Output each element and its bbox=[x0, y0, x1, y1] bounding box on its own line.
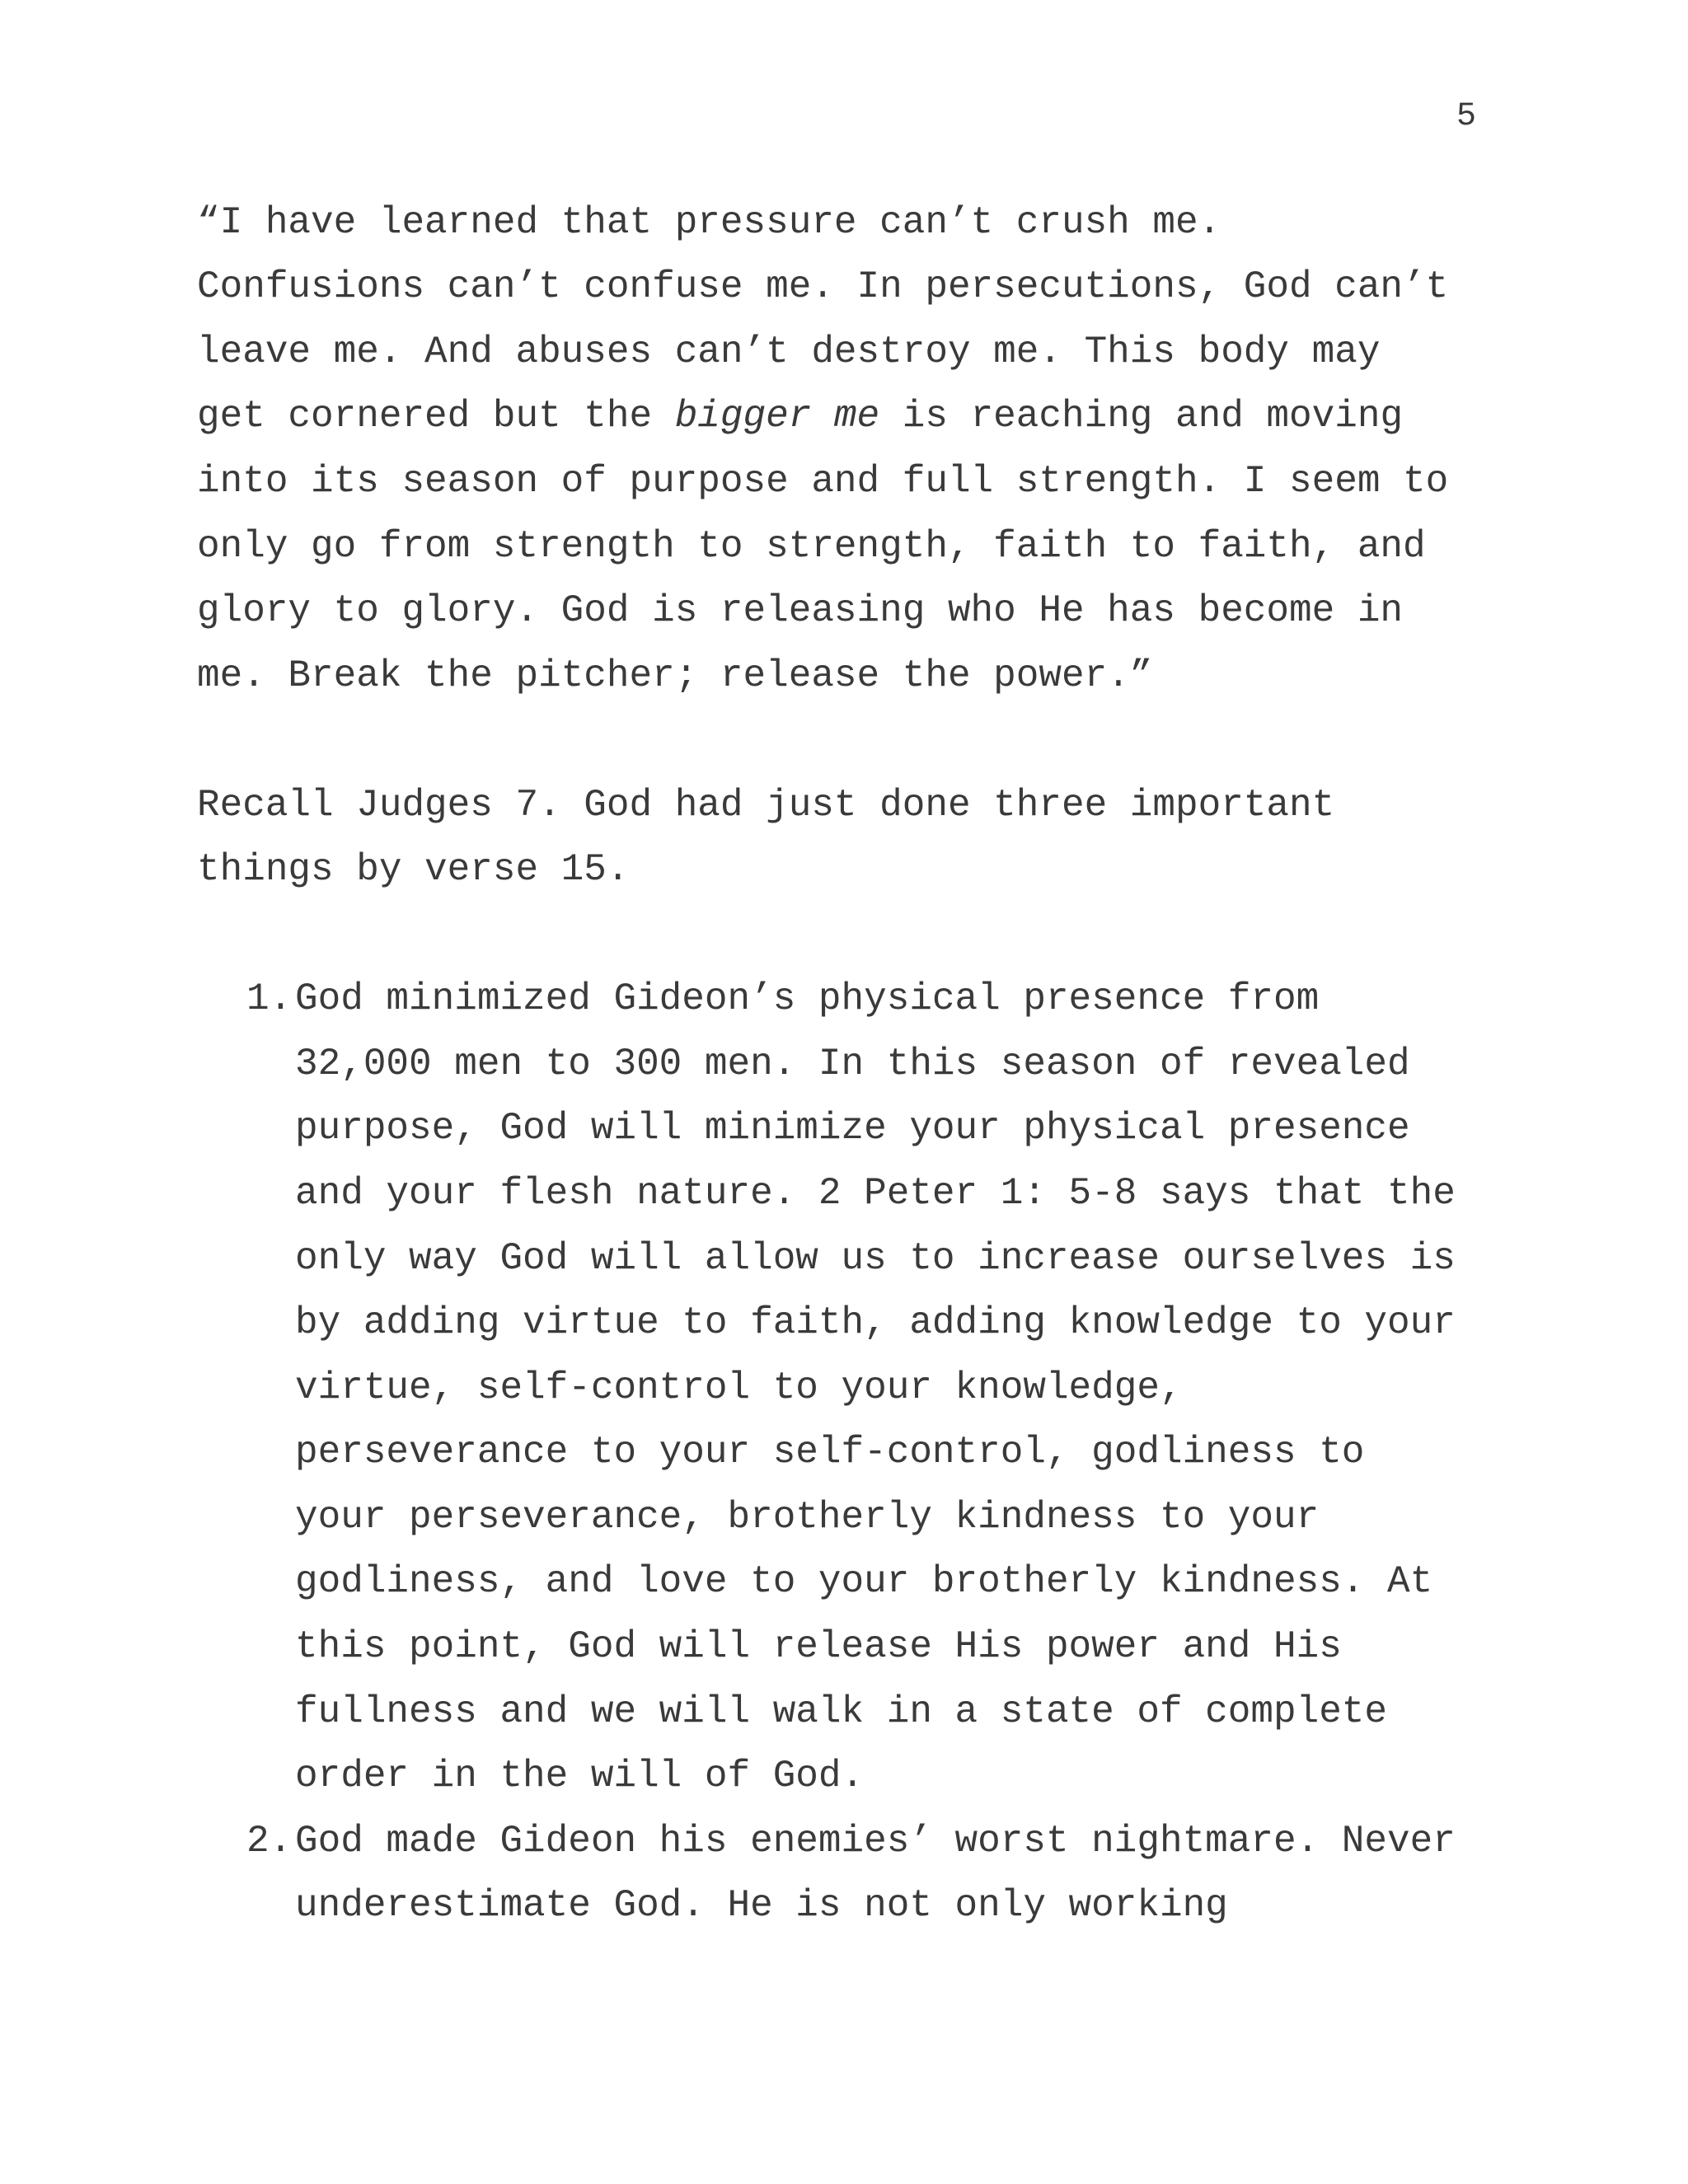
list-item-line: by adding virtue to faith, adding knowledge to your bbox=[295, 1301, 1456, 1344]
list-item-line: this point, God will release His power and His bbox=[295, 1625, 1342, 1668]
list-item-line: virtue, self-control to your knowledge, bbox=[295, 1366, 1183, 1409]
list-item-line: godliness, and love to your brotherly kindness. At bbox=[295, 1560, 1433, 1603]
list-item-line: order in the will of God. bbox=[295, 1755, 865, 1797]
intro-line: things by verse 15. bbox=[197, 848, 630, 891]
list-item-line: and your flesh nature. 2 Peter 1: 5-8 says that the bbox=[295, 1172, 1456, 1215]
quote-emphasis: bigger me bbox=[674, 395, 880, 438]
quote-line: Confusions can’t confuse me. In persecutions, God can’t bbox=[197, 265, 1449, 308]
list-item-line: only way God will allow us to increase ourselves is bbox=[295, 1237, 1456, 1280]
list-item-line: 32,000 men to 300 men. In this season of revealed bbox=[295, 1043, 1410, 1085]
list-item-line: perseverance to your self-control, godliness to bbox=[295, 1431, 1365, 1474]
quote-line: leave me. And abuses can’t destroy me. This body may bbox=[197, 330, 1381, 373]
list-item-line: your perseverance, brotherly kindness to your bbox=[295, 1496, 1320, 1539]
list-item-line: fullness and we will walk in a state of complete bbox=[295, 1690, 1388, 1733]
list-marker: 2. bbox=[246, 1820, 293, 1863]
page-number: 5 bbox=[1456, 98, 1476, 135]
quote-line: into its season of purpose and full strength. I seem to bbox=[197, 460, 1449, 503]
list-item-line: purpose, God will minimize your physical presence bbox=[295, 1107, 1410, 1150]
quote-line bbox=[197, 391, 1403, 441]
quote-line: “I have learned that pressure can’t crush me. bbox=[197, 201, 1221, 244]
quote-line: glory to glory. God is releasing who He has become in bbox=[197, 589, 1404, 632]
quote-text: is reaching and moving bbox=[879, 395, 1404, 438]
quote-text: get cornered but the bbox=[197, 395, 675, 438]
quote-line: only go from strength to strength, faith to faith, and bbox=[197, 525, 1426, 568]
list-marker: 1. bbox=[246, 977, 293, 1020]
list-item-line: God made Gideon his enemies’ worst nightmare. Never bbox=[295, 1820, 1456, 1863]
intro-line: Recall Judges 7. God had just done three important bbox=[197, 784, 1335, 827]
quote-line: me. Break the pitcher; release the power.” bbox=[197, 654, 1153, 697]
list-item-line: God minimized Gideon’s physical presence from bbox=[295, 977, 1320, 1020]
list-item-line: underestimate God. He is not only working bbox=[295, 1884, 1228, 1927]
